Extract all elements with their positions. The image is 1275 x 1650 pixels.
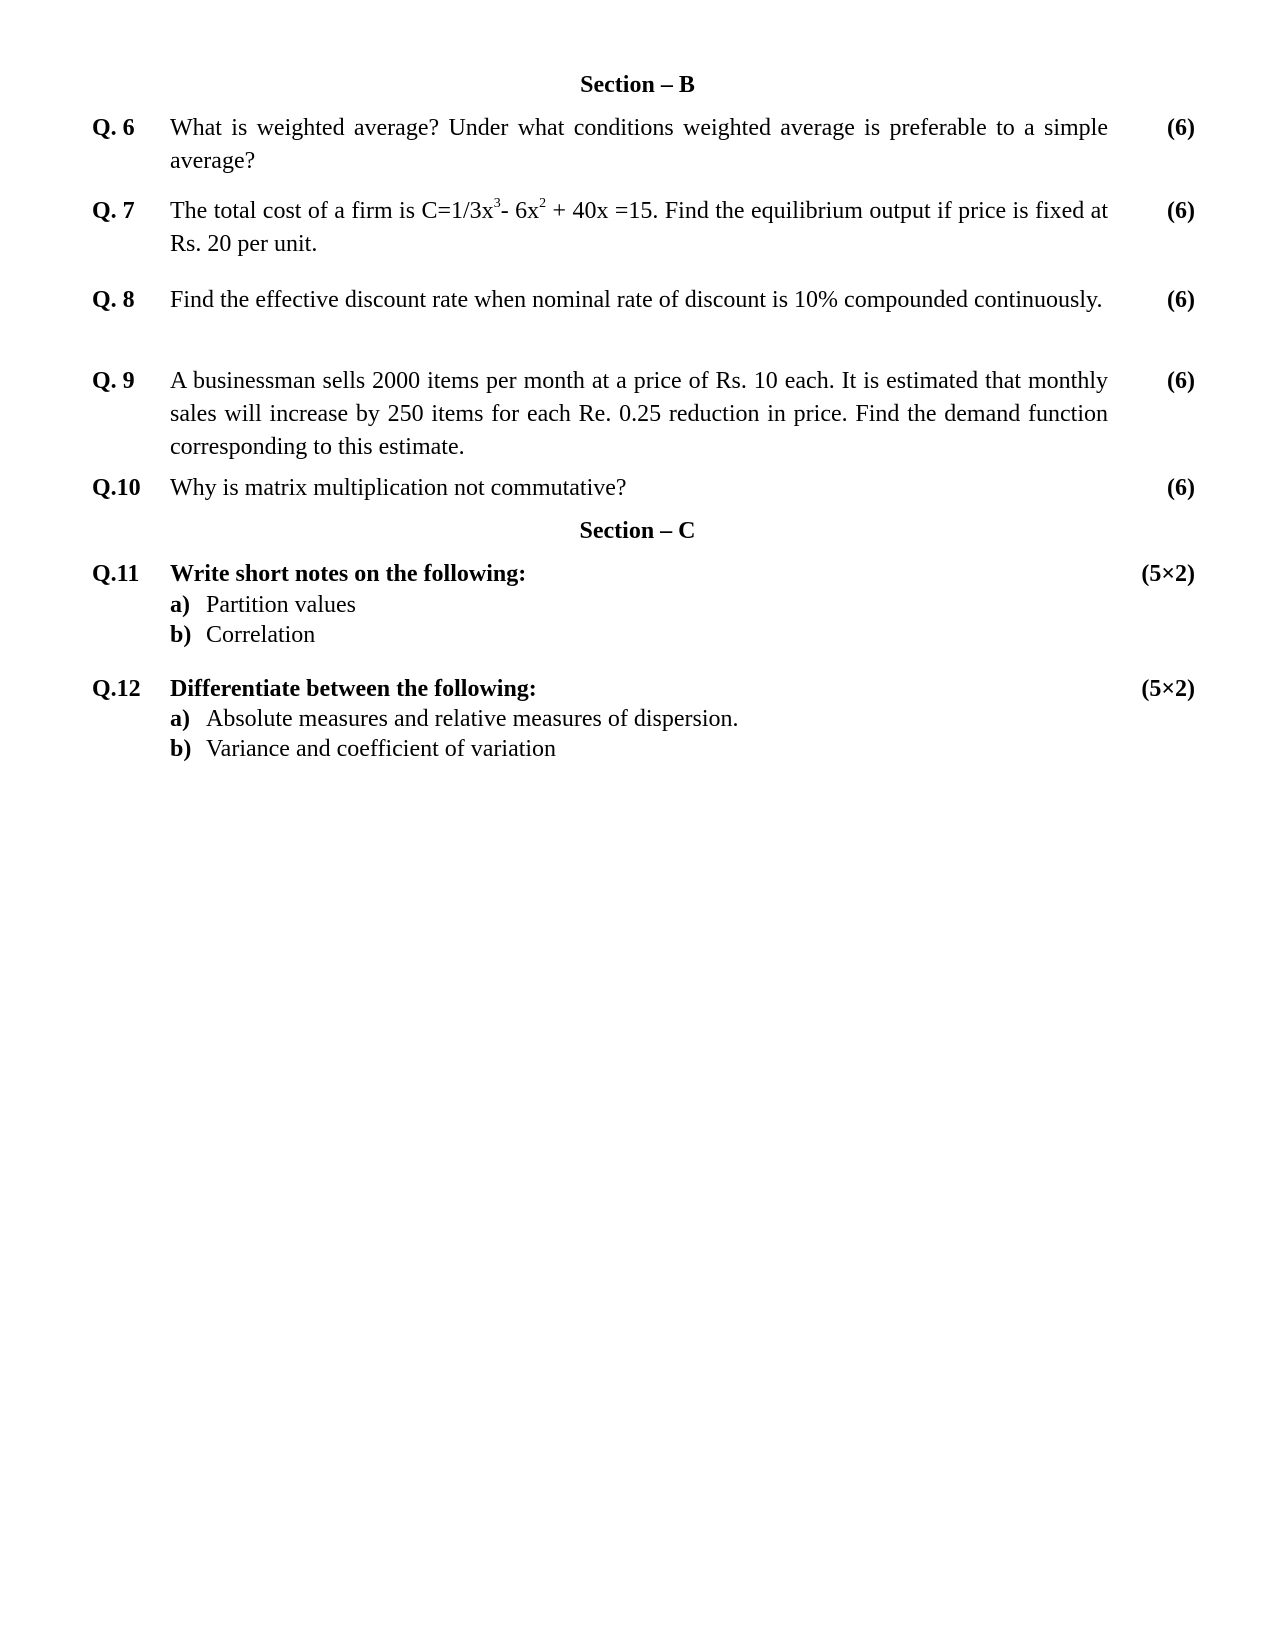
q11-text: Write short notes on the following: [170, 561, 527, 587]
q6-number: Q. 6 [92, 115, 135, 141]
q8-marks: (6) [1167, 287, 1195, 313]
q11-item-a-text: Partition values [206, 592, 356, 618]
q12-item-a-text: Absolute measures and relative measures of dispersion. [206, 706, 739, 732]
q12-text: Differentiate between the following: [170, 676, 537, 702]
q7-marks: (6) [1167, 198, 1195, 224]
q12-item-b-text: Variance and coefficient of variation [206, 736, 557, 762]
q11-item-a [170, 590, 356, 621]
q6-marks: (6) [1167, 115, 1195, 141]
q11-item-b-text: Correlation [206, 622, 316, 648]
q10-marks: (6) [1167, 475, 1195, 501]
q7-superscript-1: 3 [493, 196, 501, 211]
q12-item-a-label: a) [170, 706, 190, 732]
q9-text: A businessman sells 2000 items per month at a price of Rs. 10 each. It is estimated that monthly sales will increase by 250 items for each Re. 0.25 reduction in price. Find the demand function corresponding to this estimate. [170, 368, 1108, 460]
q7-superscript-2: 2 [539, 196, 547, 211]
q7-text-part-c: + 40x =15. Find the equilibrium output if price is fixed at Rs. 20 per unit. [170, 198, 1108, 257]
q9-number: Q. 9 [92, 368, 135, 394]
section-c-heading: Section – C [579, 518, 696, 544]
q7-number: Q. 7 [92, 198, 135, 224]
q8-number: Q. 8 [92, 287, 135, 313]
q12-item-b [170, 734, 556, 765]
q12-item-b-label: b) [170, 736, 192, 762]
q7-text-part-b: - 6x [500, 198, 540, 224]
q6-text: What is weighted average? Under what conditions weighted average is preferable to a simple average? [170, 115, 1108, 174]
q9-marks: (6) [1167, 368, 1195, 394]
q8-text: Find the effective discount rate when nominal rate of discount is 10% compounded continuously. [170, 287, 1103, 313]
q11-marks: (5×2) [1141, 561, 1195, 587]
section-b-heading: Section – B [580, 72, 695, 98]
q10-number: Q.10 [92, 475, 141, 501]
q12-item-a [170, 704, 739, 735]
q11-item-b [170, 620, 315, 651]
q11-item-a-label: a) [170, 592, 190, 618]
q12-marks: (5×2) [1141, 676, 1195, 702]
q10-text: Why is matrix multiplication not commutative? [170, 475, 627, 501]
q7-text-part-a: The total cost of a firm is C=1/3x [170, 198, 494, 224]
q11-item-b-label: b) [170, 622, 192, 648]
q7-text [170, 195, 1108, 261]
q11-number: Q.11 [92, 561, 140, 587]
q12-number: Q.12 [92, 676, 141, 702]
